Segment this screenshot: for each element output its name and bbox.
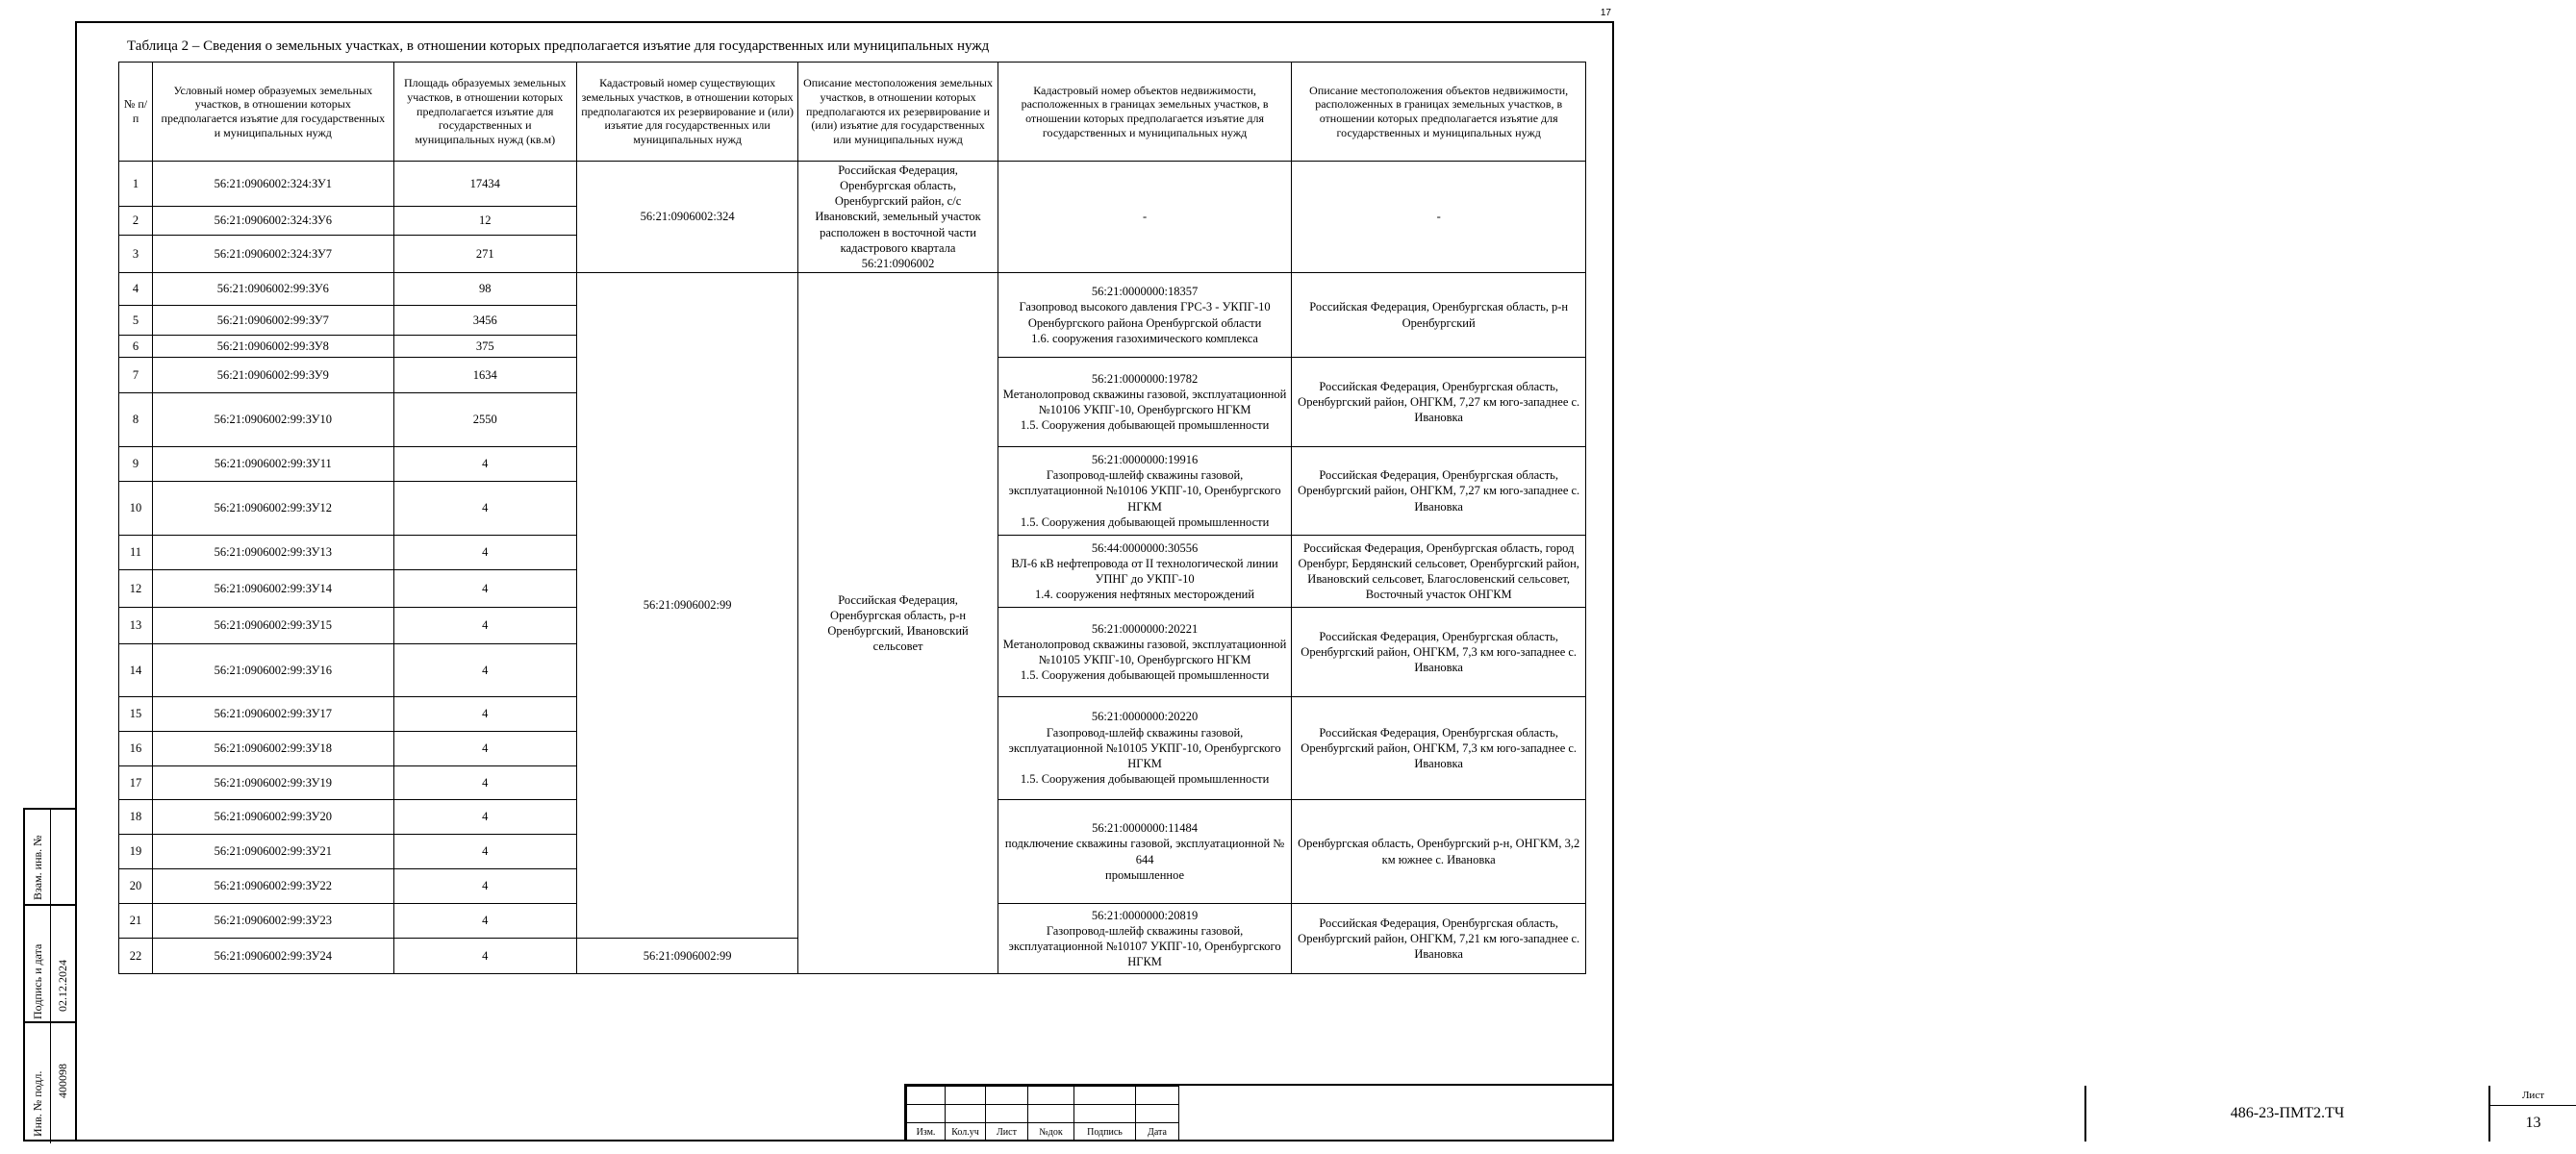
header-cell: № п/п <box>119 63 153 162</box>
header-cell: Площадь образуемых земельных участков, в отношении которых предполагается изъятие для государственных и муниципальных нужд (кв.м) <box>393 63 576 162</box>
row-number: 20 <box>119 869 153 904</box>
plot-area: 4 <box>393 869 576 904</box>
object-cadastral-number: 56:21:0000000:11484 подключение скважины газовой, эксплуатационной № 644 промышленное <box>998 800 1292 904</box>
object-location: Оренбургская область, Оренбургский р-н, ОНГКМ, 3,2 км южнее с. Ивановка <box>1292 800 1586 904</box>
row-number: 15 <box>119 697 153 732</box>
object-cadastral-number: 56:21:0000000:20819 Газопровод-шлейф скважины газовой, эксплуатационной №10107 УКПГ-10, Оренбургского НГКМ <box>998 904 1292 974</box>
table-row <box>119 273 1586 306</box>
plot-area: 4 <box>393 766 576 800</box>
row-number: 5 <box>119 306 153 336</box>
plot-area: 17434 <box>393 162 576 207</box>
plot-location: Российская Федерация, Оренбургская область, Оренбургский район, с/с Ивановский, земельный участок расположен в восточной части кадастрового квартала 56:21:0906002 <box>798 162 998 273</box>
side-stamp <box>23 808 77 1141</box>
object-cadastral-number: 56:21:0000000:20220 Газопровод-шлейф скважины газовой, эксплуатационной №10105 УКПГ-10, Оренбургского НГКМ 1.5. Сооружения добывающей промышленности <box>998 697 1292 800</box>
plot-number: 56:21:0906002:324:ЗУ6 <box>153 207 393 236</box>
row-number: 17 <box>119 766 153 800</box>
plot-area: 1634 <box>393 358 576 393</box>
plot-area: 4 <box>393 608 576 644</box>
row-number: 1 <box>119 162 153 207</box>
object-cadastral-number: - <box>998 162 1292 273</box>
row-number: 18 <box>119 800 153 835</box>
plot-location: Российская Федерация, Оренбургская область, р-н Оренбургский, Ивановский сельсовет <box>798 273 998 974</box>
col-podpis: Подпись <box>1074 1123 1136 1141</box>
plot-area: 98 <box>393 273 576 306</box>
col-kolUch: Кол.уч <box>946 1123 986 1141</box>
row-number: 2 <box>119 207 153 236</box>
header-cell: Описание местоположения земельных участков, в отношении которых предполагаются их резервирование и (или) изъятие для государственных или муниципальных нужд <box>798 63 998 162</box>
document-code: 486-23-ПМТ2.ТЧ <box>2084 1086 2488 1141</box>
plot-area: 12 <box>393 207 576 236</box>
row-number: 14 <box>119 644 153 697</box>
plot-number: 56:21:0906002:99:ЗУ12 <box>153 482 393 536</box>
object-location: Российская Федерация, Оренбургская область, Оренбургский район, ОНГКМ, 7,3 км юго-западнее с. Ивановка <box>1292 697 1586 800</box>
sheet-label: Лист <box>2490 1086 2576 1106</box>
col-izm: Изм. <box>907 1123 946 1141</box>
revision-grid <box>906 1086 1179 1141</box>
plot-number: 56:21:0906002:324:ЗУ1 <box>153 162 393 207</box>
row-number: 19 <box>119 835 153 869</box>
plot-area: 4 <box>393 644 576 697</box>
plot-area: 4 <box>393 904 576 939</box>
object-location: Российская Федерация, Оренбургская область, р-н Оренбургский <box>1292 273 1586 358</box>
plot-number: 56:21:0906002:99:ЗУ6 <box>153 273 393 306</box>
plot-number: 56:21:0906002:99:ЗУ8 <box>153 336 393 358</box>
plot-area: 4 <box>393 697 576 732</box>
table-row <box>119 162 1586 207</box>
plot-number: 56:21:0906002:99:ЗУ13 <box>153 536 393 570</box>
object-cadastral-number: 56:21:0000000:18357 Газопровод высокого давления ГРС-3 - УКПГ-10 Оренбургского района Оренбургской области 1.6. сооружения газохимического комплекса <box>998 273 1292 358</box>
page-number: 17 <box>1600 8 1611 18</box>
row-number: 9 <box>119 447 153 482</box>
plot-number: 56:21:0906002:99:ЗУ17 <box>153 697 393 732</box>
plot-area: 2550 <box>393 393 576 447</box>
plot-area: 4 <box>393 939 576 974</box>
sheet-number: 13 <box>2525 1115 2541 1131</box>
podpis-date: 02.12.2024 <box>56 960 69 1012</box>
row-number: 16 <box>119 732 153 766</box>
plot-number: 56:21:0906002:99:ЗУ24 <box>153 939 393 974</box>
plot-area: 4 <box>393 732 576 766</box>
header-cell: Кадастровый номер объектов недвижимости, расположенных в границах земельных участков, в отношении которых предполагается изъятие для государственных и муниципальных нужд <box>998 63 1292 162</box>
object-location: - <box>1292 162 1586 273</box>
row-number: 8 <box>119 393 153 447</box>
plot-number: 56:21:0906002:99:ЗУ10 <box>153 393 393 447</box>
existing-cadastral-number: 56:21:0906002:99 <box>576 939 797 974</box>
row-number: 7 <box>119 358 153 393</box>
plot-number: 56:21:0906002:99:ЗУ23 <box>153 904 393 939</box>
plot-area: 271 <box>393 236 576 273</box>
row-number: 10 <box>119 482 153 536</box>
plot-number: 56:21:0906002:99:ЗУ7 <box>153 306 393 336</box>
row-number: 11 <box>119 536 153 570</box>
existing-cadastral-number: 56:21:0906002:324 <box>576 162 797 273</box>
podpis-label: Подпись и дата <box>31 943 44 1019</box>
plot-number: 56:21:0906002:99:ЗУ16 <box>153 644 393 697</box>
row-number: 21 <box>119 904 153 939</box>
title-block <box>904 1084 2545 1141</box>
object-cadastral-number: 56:21:0000000:19916 Газопровод-шлейф скважины газовой, эксплуатационной №10106 УКПГ-10, Оренбургского НГКМ 1.5. Сооружения добывающей промышленности <box>998 447 1292 536</box>
plot-number: 56:21:0906002:324:ЗУ7 <box>153 236 393 273</box>
header-row <box>119 63 1586 162</box>
plot-number: 56:21:0906002:99:ЗУ9 <box>153 358 393 393</box>
plot-number: 56:21:0906002:99:ЗУ19 <box>153 766 393 800</box>
sheet-box <box>2488 1086 2576 1141</box>
object-location: Российская Федерация, Оренбургская область, Оренбургский район, ОНГКМ, 7,27 км юго-западнее с. Ивановка <box>1292 447 1586 536</box>
row-number: 4 <box>119 273 153 306</box>
inv-label: Инв. № подл. <box>31 1070 44 1137</box>
plot-number: 56:21:0906002:99:ЗУ18 <box>153 732 393 766</box>
plot-area: 375 <box>393 336 576 358</box>
object-location: Российская Федерация, Оренбургская область, город Оренбург, Бердянский сельсовет, Оренбургский район, Ивановский сельсовет, Благословенский сельсовет, Восточный участок ОНГКМ <box>1292 536 1586 608</box>
row-number: 13 <box>119 608 153 644</box>
plot-number: 56:21:0906002:99:ЗУ22 <box>153 869 393 904</box>
plot-area: 4 <box>393 835 576 869</box>
row-number: 12 <box>119 570 153 608</box>
existing-cadastral-number: 56:21:0906002:99 <box>576 273 797 939</box>
header-cell: Условный номер образуемых земельных участков, в отношении которых предполагается изъятие для государственных и муниципальных нужд <box>153 63 393 162</box>
plot-area: 4 <box>393 570 576 608</box>
land-plots-table <box>118 62 1586 974</box>
object-cadastral-number: 56:21:0000000:20221 Метанолопровод скважины газовой, эксплуатационной №10105 УКПГ-10, Оренбургского НГКМ 1.5. Сооружения добывающей промышленности <box>998 608 1292 697</box>
plot-number: 56:21:0906002:99:ЗУ11 <box>153 447 393 482</box>
plot-area: 4 <box>393 482 576 536</box>
vzam-label: Взам. инв. № <box>31 835 44 900</box>
row-number: 6 <box>119 336 153 358</box>
header-cell: Описание местоположения объектов недвижимости, расположенных в границах земельных участков, в отношении которых предполагается изъятие для государственных и муниципальных нужд <box>1292 63 1586 162</box>
row-number: 3 <box>119 236 153 273</box>
col-ndok: №док <box>1028 1123 1074 1141</box>
plot-number: 56:21:0906002:99:ЗУ20 <box>153 800 393 835</box>
plot-area: 4 <box>393 800 576 835</box>
plot-area: 4 <box>393 536 576 570</box>
inv-value: 400098 <box>56 1064 69 1098</box>
object-cadastral-number: 56:44:0000000:30556 ВЛ-6 кВ нефтепровода от II технологической линии УПНГ до УКПГ-10 1.4. сооружения нефтяных месторождений <box>998 536 1292 608</box>
plot-number: 56:21:0906002:99:ЗУ14 <box>153 570 393 608</box>
col-data: Дата <box>1136 1123 1179 1141</box>
row-number: 22 <box>119 939 153 974</box>
plot-number: 56:21:0906002:99:ЗУ15 <box>153 608 393 644</box>
object-cadastral-number: 56:21:0000000:19782 Метанолопровод скважины газовой, эксплуатационной №10106 УКПГ-10, Оренбургского НГКМ 1.5. Сооружения добывающей промышленности <box>998 358 1292 447</box>
plot-number: 56:21:0906002:99:ЗУ21 <box>153 835 393 869</box>
object-location: Российская Федерация, Оренбургская область, Оренбургский район, ОНГКМ, 7,3 км юго-западнее с. Ивановка <box>1292 608 1586 697</box>
plot-area: 3456 <box>393 306 576 336</box>
plot-area: 4 <box>393 447 576 482</box>
table-title: Таблица 2 – Сведения о земельных участках, в отношении которых предполагается изъятие для государственных или муниципальных нужд <box>127 38 990 54</box>
object-location: Российская Федерация, Оренбургская область, Оренбургский район, ОНГКМ, 7,27 км юго-западнее с. Ивановка <box>1292 358 1586 447</box>
object-location: Российская Федерация, Оренбургская область, Оренбургский район, ОНГКМ, 7,21 км юго-западнее с. Ивановка <box>1292 904 1586 974</box>
col-list: Лист <box>986 1123 1028 1141</box>
header-cell: Кадастровый номер существующих земельных участков, в отношении которых предполагаются их резервирование и (или) изъятие для государственных или муниципальных нужд <box>576 63 797 162</box>
